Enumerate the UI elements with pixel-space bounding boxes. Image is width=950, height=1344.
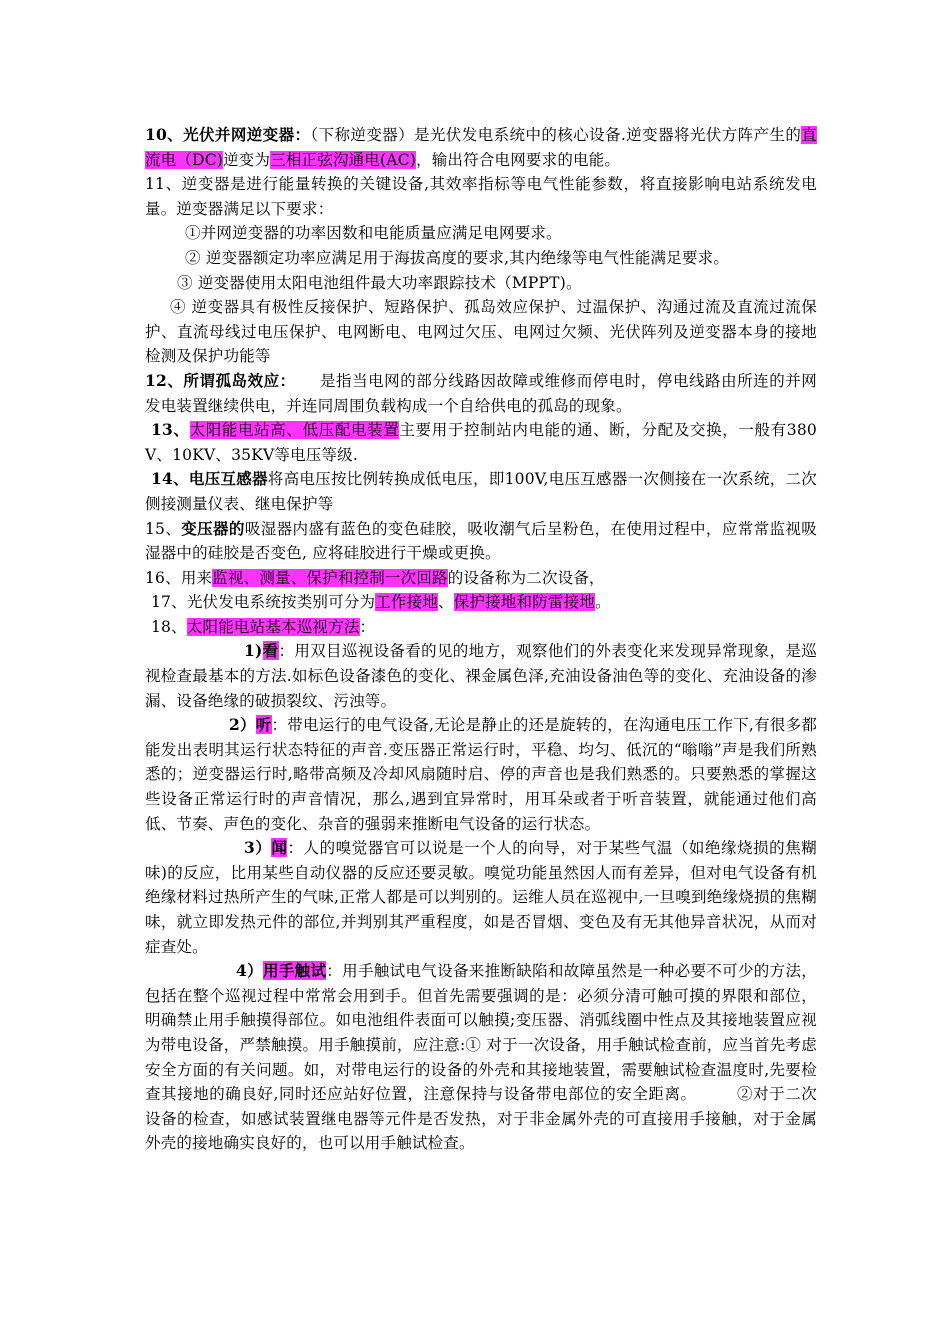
item-11-sub-2: ② 逆变器额定功率应满足用于海拔高度的要求,其内绝缘等电气性能满足要求。 xyxy=(185,248,730,267)
item-17 xyxy=(145,590,817,615)
method-3 xyxy=(145,836,817,959)
item-10-title: 光伏并网逆变器： xyxy=(183,125,311,144)
method-2-number: 2） xyxy=(229,715,256,735)
item-15-number: 15、 xyxy=(145,519,182,538)
method-4-highlight: 用手触试 xyxy=(262,961,327,981)
item-11-sub-1: ①并网逆变器的功率因数和电能质量应满足电网要求。 xyxy=(185,224,562,243)
method-1-text: ：用双目巡视设备看的见的地方，观察他们的外表变化来发现异常现象，是巡视检查最基本的方法.如标色设备漆色的变化、裸金属色泽,充油设备油色等的变化、充油设备的渗漏、设备绝缘的破损裂纹、污浊等。 xyxy=(145,642,817,710)
method-1 xyxy=(145,639,817,713)
item-14-title: 14、电压互感器 xyxy=(151,469,268,489)
item-17-text: 17、光伏发电系统按类别可分为 xyxy=(151,593,376,612)
item-17-highlight-2: 保护接地和防雷接地 xyxy=(453,593,596,612)
item-16-highlight: 监视、测量、保护和控制一次回路 xyxy=(212,568,448,587)
item-15-text: 吸湿器内盛有蓝色的变色硅胶，吸收潮气后呈粉色，在使用过程中，应常常监视吸湿器中的硅胶是否变色, 应将硅胶进行干燥或更换。 xyxy=(145,519,818,563)
method-1-number: 1) xyxy=(244,641,263,661)
item-18-number: 18、 xyxy=(151,617,187,636)
item-13 xyxy=(145,418,817,467)
item-18-text-2: ： xyxy=(359,617,376,636)
item-10-highlight-ac: 三相正弦沟通电(AC) xyxy=(270,150,417,169)
item-12 xyxy=(145,369,817,418)
item-10-highlight-dc: 直流电（DC) xyxy=(145,126,818,169)
item-13-text: 主要用于控制站内电能的通、断，分配及交换，一般有380V、10KV、35KV等电压等级. xyxy=(145,421,817,464)
item-17-text-2: 、 xyxy=(438,593,454,612)
item-11: 11、逆变器是进行能量转换的关键设备,其效率指标等电气性能参数，将直接影响电站系统发电量。逆变器满足以下要求： xyxy=(145,175,817,218)
item-10-text-2: 逆变为 xyxy=(223,150,271,169)
item-18 xyxy=(145,615,817,640)
document-body xyxy=(145,123,817,1156)
item-10 xyxy=(145,123,817,172)
item-17-text-3: 。 xyxy=(595,593,611,612)
item-12-text: 是指当电网的部分线路因故障或维修而停电时，停电线路由所连的并网发电装置继续供电，并连同周围负载构成一个自给供电的孤岛的现象。 xyxy=(145,371,817,415)
method-3-text: ：人的嗅觉器官可以说是一个人的向导，对于某些气温（如绝缘烧损的焦糊味)的反应，比用某些自动仪器的反应还要灵敏。嗅觉功能虽然因人而有差异，但对电气设备有机绝缘材料过热所产生的气味,正常人都是可以判别的。运维人员在巡视中,一旦嗅到绝缘烧损的焦糊味，就立即发热元件的部位,并判别其严重程度，如是否冒烟、变色及有无其他异音状况，从而对症查处。 xyxy=(145,839,817,956)
method-2-highlight: 听 xyxy=(255,715,272,735)
item-14 xyxy=(145,467,817,516)
item-16-text: 16、用来 xyxy=(145,568,213,587)
method-4 xyxy=(145,959,817,1156)
item-15-bold: 变压器的 xyxy=(181,518,245,538)
method-3-highlight: 闻 xyxy=(271,838,288,858)
item-15 xyxy=(145,517,817,566)
item-14-text: 将高电压按比例转换成低电压，即100V,电压互感器一次侧接在一次系统，二次侧接测量仪表、继电保护等 xyxy=(145,470,818,513)
item-13-highlight: 太阳能电站高、低压配电装置 xyxy=(189,421,400,440)
method-4-text: ：用手触试电气设备来推断缺陷和故障虽然是一种必要不可少的方法，包括在整个巡视过程中常常会用到手。但首先需要强调的是：必须分清可触可摸的界限和部位，明确禁止用手触摸得部位。如电池组件表面可以触摸;变压器、消弧线圈中性点及其接地装置应视为带电设备，严禁触摸。用手触摸前，应注意:① 对于一次设备，用手触试检查前，应当首先考虑安全方面的有关问题。如，对带电运行的设备的外壳和其接地装置，需要触试检查温度时,先要检查其接地的确良好,同时还应站好位置，注意保持与设备带电部位的安全距离。 ②对于二次设备的检查，如感试装置继电器等元件是否发热，对于非金属外壳的可直接用手接触，对于金属外壳的接地确实良好的，也可以用手触试检查。 xyxy=(145,962,817,1153)
item-11-sub-3: ③ 逆变器使用太阳电池组件最大功率跟踪技术（MPPT)。 xyxy=(177,273,582,292)
method-2 xyxy=(145,713,817,836)
item-12-title: 12、所谓孤岛效应： xyxy=(145,370,288,390)
item-17-highlight-1: 工作接地 xyxy=(375,593,439,612)
item-13-number: 13、 xyxy=(151,420,190,440)
item-16-text-2: 的设备称为二次设备， xyxy=(447,568,605,587)
item-18-highlight: 太阳能电站基本巡视方法 xyxy=(186,617,360,636)
item-10-number: 10、 xyxy=(145,125,184,144)
method-4-number: 4） xyxy=(236,961,263,981)
item-11-sub-4: ④ 逆变器具有极性反接保护、短路保护、孤岛效应保护、过温保护、沟通过流及直流过流保护、直流母线过电压保护、电网断电、电网过欠压、电网过欠频、光伏阵列及逆变器本身的接地检测及保护功能等 xyxy=(145,298,817,366)
item-16 xyxy=(145,566,817,591)
method-3-number: 3） xyxy=(244,838,272,858)
method-1-highlight: 看 xyxy=(262,641,279,661)
item-10-text: （下称逆变器）是光伏发电系统中的核心设备.逆变器将光伏方阵产生的 xyxy=(310,126,802,144)
method-2-text: ：带电运行的电气设备,无论是静止的还是旋转的，在沟通电压工作下,有很多都能发出表明其运行状态特征的声音.变压器正常运行时，平稳、均匀、低沉的“嗡嗡”声是我们所熟悉的；逆变器运行时,略带高频及冷却风扇随时启、停的声音也是我们熟悉的。只要熟悉的掌握这些设备正常运行时的声音情况，那么,遇到宜异常时，用耳朵或者于听音装置，就能通过他们高低、节奏、声色的变化、杂音的强弱来推断电气设备的运行状态。 xyxy=(145,716,818,833)
item-10-text-3: ，输出符合电网要求的电能。 xyxy=(416,150,621,169)
